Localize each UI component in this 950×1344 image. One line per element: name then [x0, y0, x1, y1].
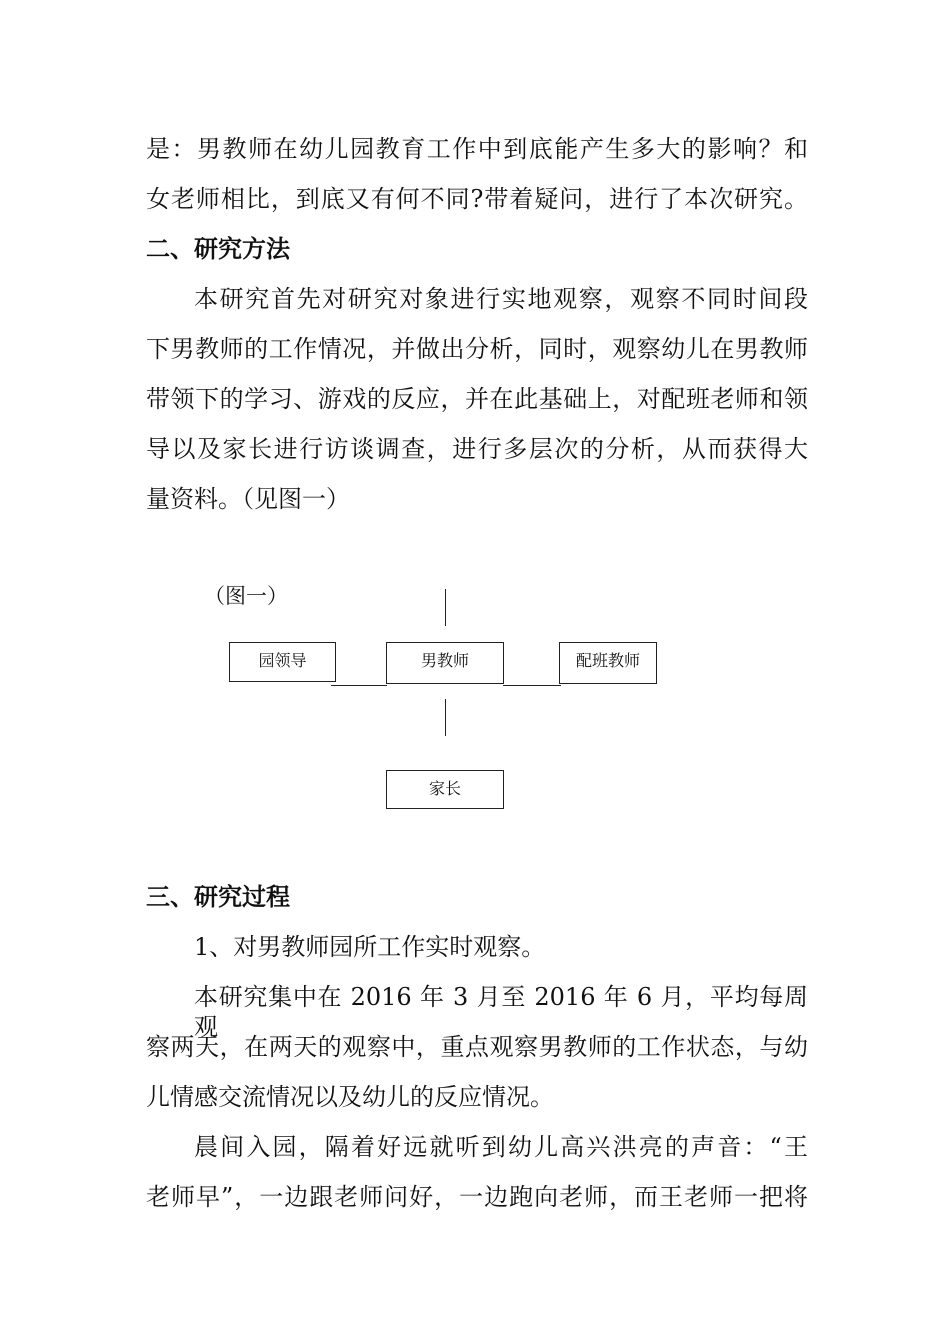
process-subheading-1: 1、对男教师园所工作实时观察。 — [194, 933, 546, 961]
box-kindergarten-leader: 园领导 — [229, 642, 336, 682]
process-p1-line-2: 察两天，在两天的观察中，重点观察男教师的工作状态，与幼 — [146, 1033, 808, 1061]
process-p2-line-2: 老师早”，一边跟老师问好，一边跑向老师，而王老师一把将 — [146, 1183, 808, 1211]
connector-left — [331, 685, 387, 686]
process-p2-line-1: 晨间入园，隔着好远就听到幼儿高兴洪亮的声音：“王 — [194, 1133, 808, 1161]
methods-line-5: 量资料。（见图一） — [146, 485, 350, 513]
methods-line-1: 本研究首先对研究对象进行实地观察，观察不同时间段 — [194, 285, 808, 313]
intro-line-2: 女老师相比，到底又有何不同?带着疑问，进行了本次研究。 — [146, 185, 808, 213]
connector-bottom — [445, 699, 446, 736]
diagram-caption: （图一） — [204, 584, 288, 608]
box-co-teacher: 配班教师 — [559, 642, 657, 684]
section-heading-methods: 二、研究方法 — [146, 234, 290, 263]
connector-right — [503, 685, 561, 686]
section-heading-process: 三、研究过程 — [146, 882, 290, 911]
connector-top — [445, 589, 446, 626]
methods-line-3: 带领下的学习、游戏的反应，并在此基础上，对配班老师和领 — [146, 385, 808, 413]
intro-line-1: 是：男教师在幼儿园教育工作中到底能产生多大的影响？和 — [146, 135, 808, 163]
process-p1-line-1: 本研究集中在 2016 年 3 月至 2016 年 6 月，平均每周观 — [194, 983, 808, 1041]
methods-line-2: 下男教师的工作情况，并做出分析，同时，观察幼儿在男教师 — [146, 335, 808, 363]
box-male-teacher: 男教师 — [386, 642, 504, 684]
process-p1-line-3: 儿情感交流情况以及幼儿的反应情况。 — [146, 1083, 554, 1111]
methods-line-4: 导以及家长进行访谈调查，进行多层次的分析，从而获得大 — [146, 435, 808, 463]
box-parents: 家长 — [386, 770, 504, 809]
